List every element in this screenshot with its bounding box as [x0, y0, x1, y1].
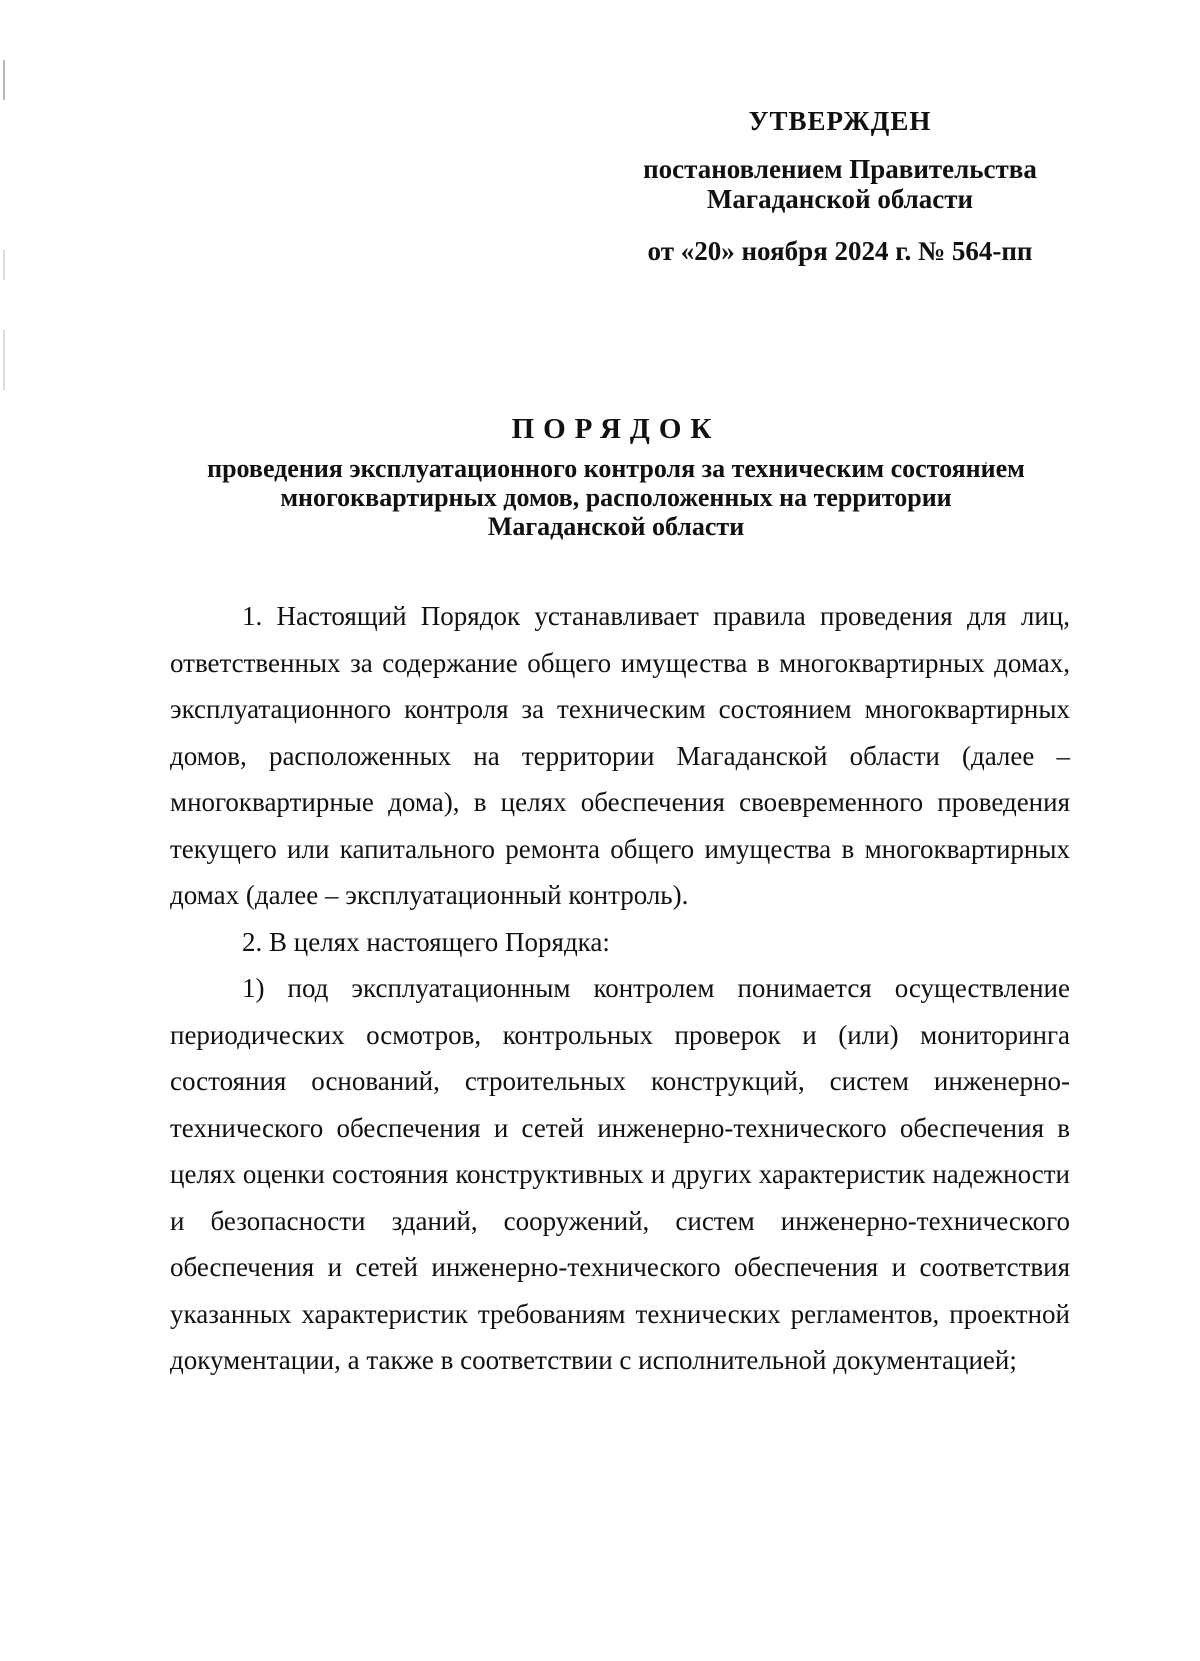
approval-stamp [620, 106, 1060, 266]
paragraph-1: 1. Настоящий Порядок устанавливает правила проведения для лиц, ответственных за содержание общего имущества в многоквартирных домах, эксплуатационного контроля за техническим состоянием многоквартирных домов, расположенных на территории Магаданской области (далее – многоквартирные дома), в целях обеспечения своевременного проведения текущего или капитального ремонта общего имущества в многоквартирных домах (далее – эксплуатационный контроль). [170, 601, 1070, 910]
approval-date: от «20» ноября 2024 г. № 564-пп [647, 236, 1033, 266]
scan-artifact [3, 250, 5, 280]
scan-artifact [3, 330, 5, 390]
paragraph-3: 1) под эксплуатационным контролем понимается осуществление периодических осмотров, контрольных проверок и (или) мониторинга состояния оснований, строительных конструкций, систем инженерно-технического обеспечения и сетей инженерно-технического обеспечения в целях оценки состояния конструктивных и других характеристик надежности и безопасности зданий, сооружений, систем инженерно-технического обеспечения и сетей инженерно-технического обеспечения и соответствия указанных характеристик требованиям технических регламентов, проектной документации, а также в соответствии с исполнительной документацией; [170, 973, 1070, 1375]
approved-heading: УТВЕРЖДЕН [748, 106, 932, 136]
document-title [160, 415, 1072, 541]
approved-by-line-1: постановлением Правительства [643, 154, 1037, 184]
title-subtitle-line-3: Магаданской области [487, 512, 745, 541]
scan-artifact [3, 60, 5, 100]
title-word: ПОРЯДОК [511, 413, 721, 445]
approved-by-line-2: Магаданской области [706, 184, 974, 214]
paragraph-2: 2. В целях настоящего Порядка: [242, 926, 610, 957]
title-subtitle-line-2: многоквартирных домов, расположенных на территории [280, 483, 952, 512]
document-body [170, 593, 1070, 1384]
approved-by [620, 154, 1060, 214]
title-subtitle-line-1: проведения эксплуатационного контроля за техническим состоянием [207, 454, 1025, 483]
